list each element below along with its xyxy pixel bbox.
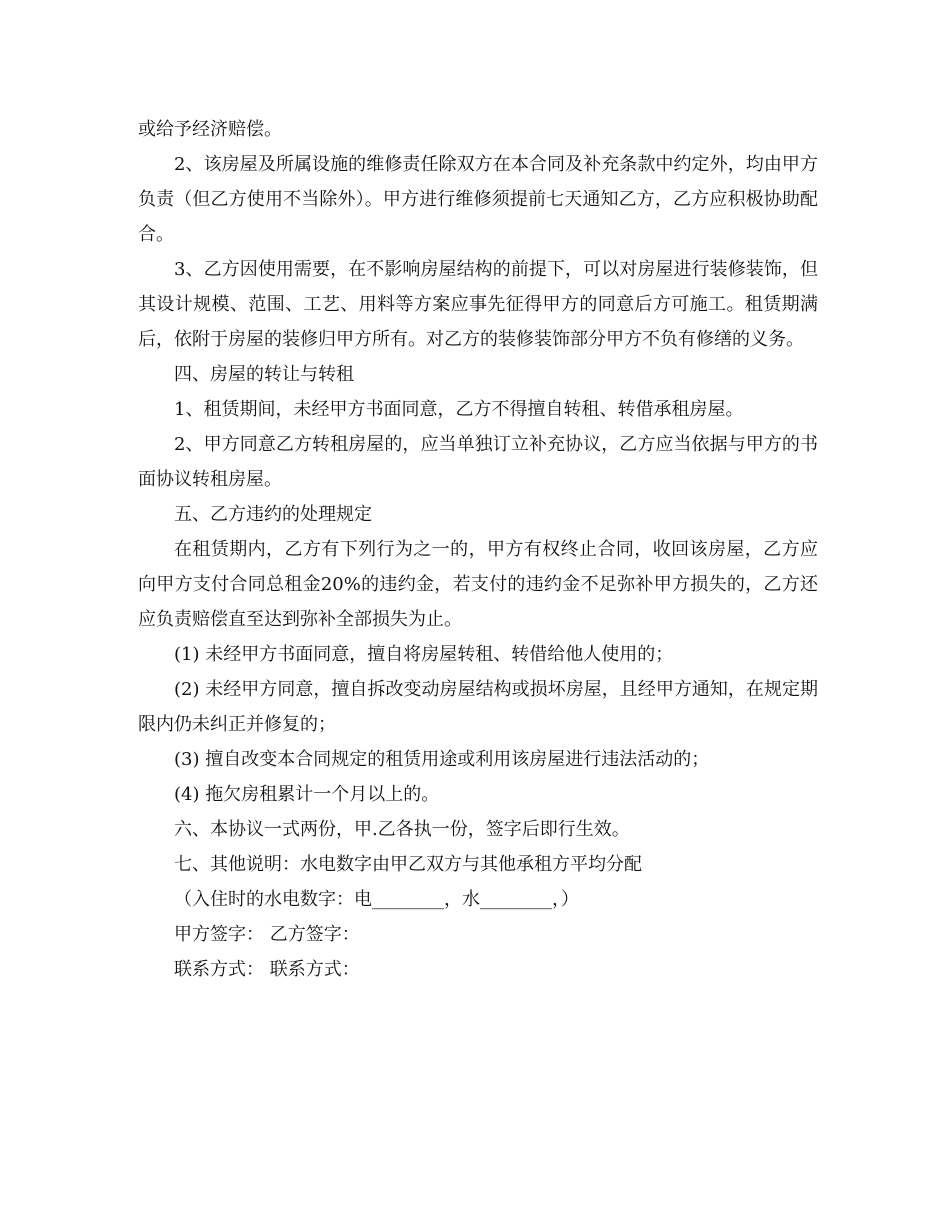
section-copies-effect: 六、本协议一式两份，甲.乙各执一份，签字后即行生效。 bbox=[174, 819, 630, 840]
document-body bbox=[138, 112, 818, 987]
list-item-breach-1: (1) 未经甲方书面同意，擅自将房屋转租、转借给他人使用的； bbox=[174, 644, 674, 665]
list-item-breach-4: (4) 拖欠房租累计一个月以上的。 bbox=[174, 784, 440, 805]
utility-readings-line: （入住时的水电数字：电________，水________，） bbox=[174, 889, 579, 910]
paragraph-continuation: 或给予经济赔偿。 bbox=[138, 119, 282, 140]
list-item-breach-3: (3) 擅自改变本合同规定的租赁用途或利用该房屋进行违法活动的； bbox=[174, 749, 710, 770]
paragraph-breach-penalty: 在租赁期内，乙方有下列行为之一的，甲方有权终止合同，收回该房屋，乙方应向甲方支付合同总租金20%的违约金，若支付的违约金不足弥补甲方损失的，乙方还应负责赔偿直至达到弥补全部损失为止。 bbox=[138, 539, 818, 630]
paragraph-renovation-clause: 3、乙方因使用需要，在不影响房屋结构的前提下，可以对房屋进行装修装饰，但其设计规模、范围、工艺、用料等方案应事先征得甲方的同意后方可施工。租赁期满后，依附于房屋的装修归甲方所有。对乙方的装修装饰部分甲方不负有修缮的义务。 bbox=[138, 259, 818, 350]
section-other-notes: 七、其他说明：水电数字由甲乙双方与其他承租方平均分配 bbox=[174, 854, 642, 875]
section-heading-transfer-sublease: 四、房屋的转让与转租 bbox=[174, 364, 354, 385]
list-item-breach-2: (2) 未经甲方同意，擅自拆改变动房屋结构或损坏房屋，且经甲方通知，在规定期限内仍未纠正并修复的； bbox=[138, 679, 818, 735]
section-heading-breach: 五、乙方违约的处理规定 bbox=[174, 504, 372, 525]
contact-line: 联系方式： 联系方式： bbox=[174, 959, 360, 980]
paragraph-sublease-restriction: 1、租赁期间，未经甲方书面同意，乙方不得擅自转租、转借承租房屋。 bbox=[174, 399, 744, 420]
paragraph-maintenance-clause: 2、该房屋及所属设施的维修责任除双方在本合同及补充条款中约定外，均由甲方负责（但乙方使用不当除外）。甲方进行维修须提前七天通知乙方，乙方应积极协助配合。 bbox=[138, 154, 818, 245]
paragraph-sublease-agreement: 2、甲方同意乙方转租房屋的，应当单独订立补充协议，乙方应当依据与甲方的书面协议转租房屋。 bbox=[138, 434, 818, 490]
signature-line: 甲方签字： 乙方签字： bbox=[174, 924, 360, 945]
